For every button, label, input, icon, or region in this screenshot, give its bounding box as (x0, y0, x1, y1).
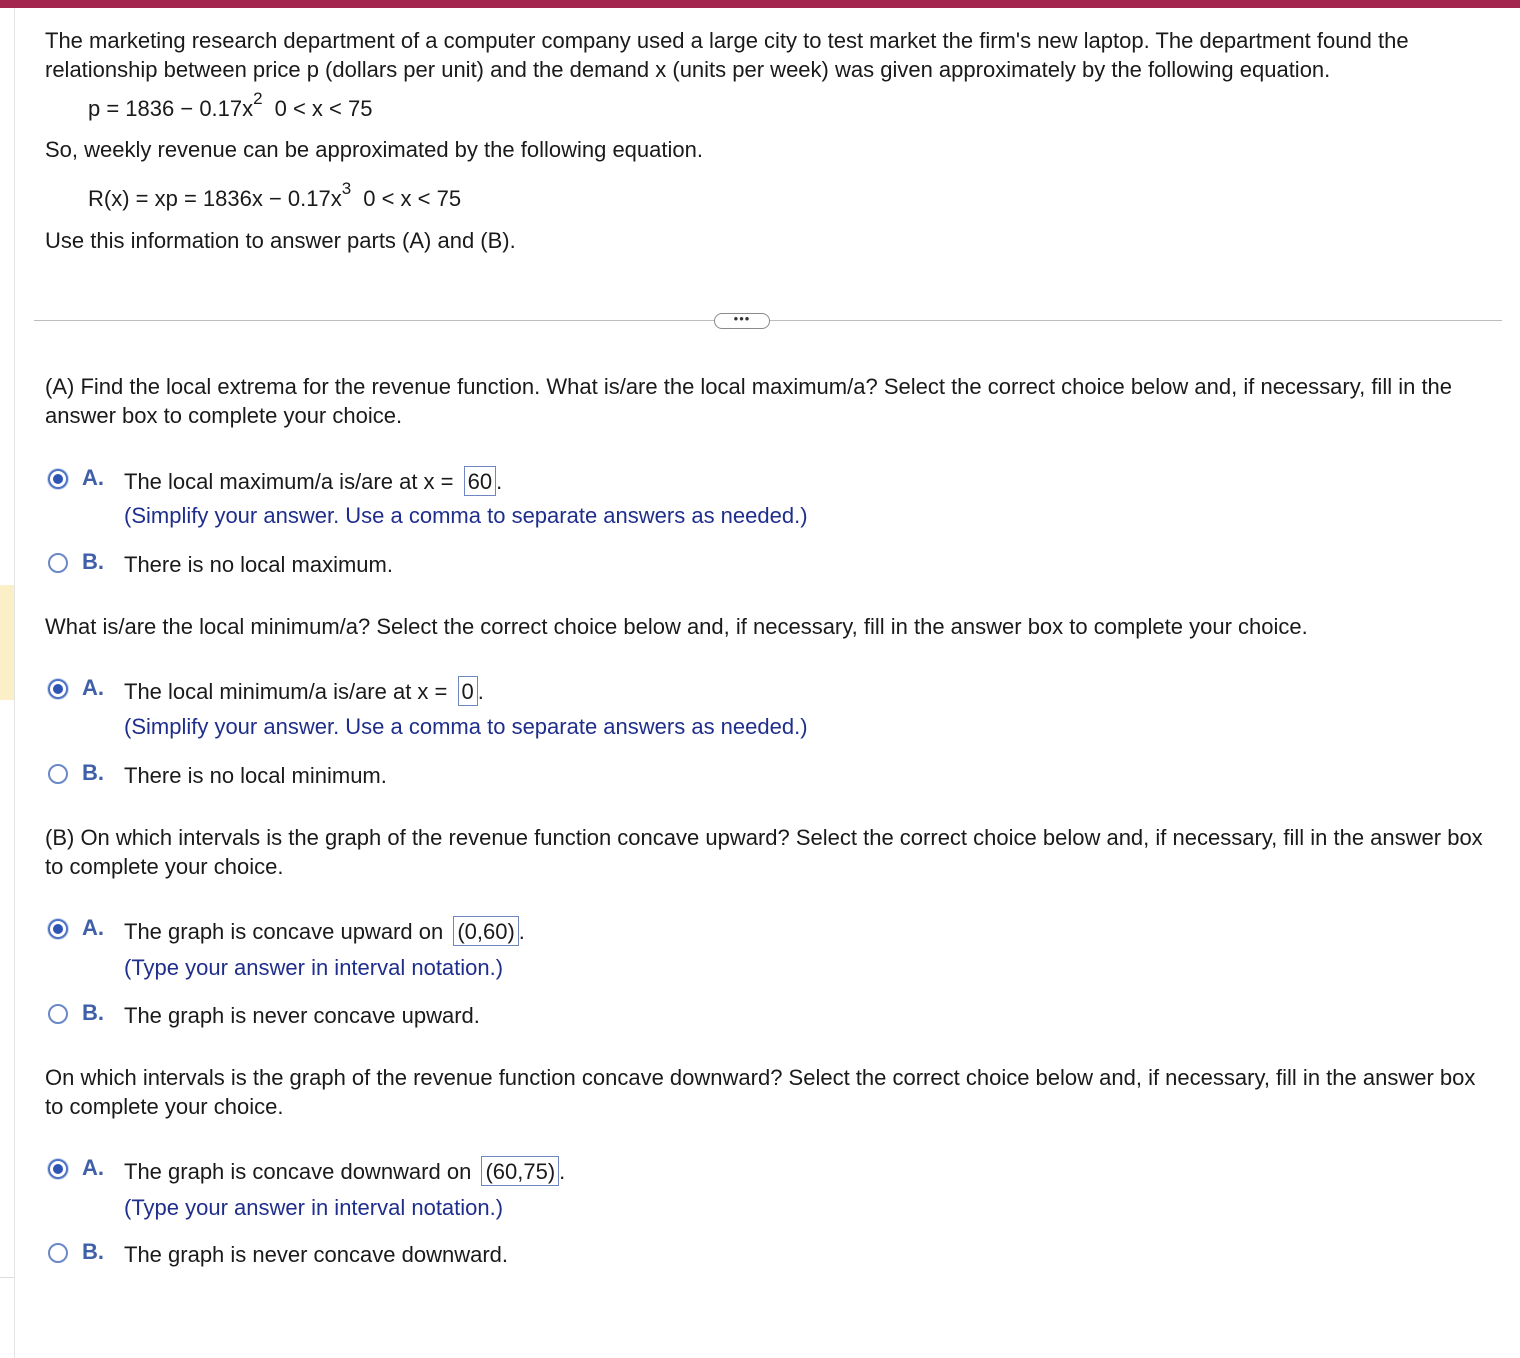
choice-text (124, 1158, 565, 1188)
revenue-equation-main: R(x) = xp = 1836x − 0.17x (88, 186, 342, 211)
radio-button[interactable] (48, 1243, 68, 1263)
price-equation (45, 88, 1490, 123)
choice-text: The graph is never concave downward. (124, 1242, 508, 1267)
revenue-equation (45, 178, 1490, 213)
local-min-hint: (Simplify your answer. Use a comma to separate answers as needed.) (124, 714, 808, 739)
radio-button-selected[interactable] (48, 919, 68, 939)
choice-suffix: . (559, 1158, 566, 1184)
problem-statement (45, 26, 1490, 255)
top-accent-bar (0, 0, 1520, 8)
choice-text: There is no local minimum. (124, 763, 387, 788)
radio-button[interactable] (48, 1004, 68, 1024)
choice-label: The local maximum/a is/are at x = (124, 468, 460, 494)
local-max-hint: (Simplify your answer. Use a comma to separate answers as needed.) (124, 503, 808, 528)
choice-letter: B. (82, 760, 104, 785)
choice-text (124, 468, 502, 498)
price-equation-main: p = 1836 − 0.17x (88, 96, 254, 121)
concave-up-hint: (Type your answer in interval notation.) (124, 955, 504, 980)
price-equation-domain: 0 < x < 75 (274, 96, 373, 121)
concave-up-answer-box[interactable]: (0,60) (453, 916, 518, 946)
revenue-equation-exponent: 3 (341, 178, 352, 198)
local-max-question: (A) Find the local extrema for the revenue function. What is/are the local maximum/a? Select the correct choice below and, if necessary, fill in the answer box to complete your choice. (45, 374, 1453, 428)
choice-label: The graph is concave downward on (124, 1158, 478, 1184)
expand-toggle-button[interactable] (714, 310, 770, 329)
choice-suffix: . (518, 918, 525, 944)
choice-text: There is no local maximum. (124, 552, 393, 577)
left-divider-tick (0, 1277, 14, 1278)
choice-letter: B. (82, 549, 104, 574)
radio-button-selected[interactable] (48, 469, 68, 489)
radio-button-selected[interactable] (48, 679, 68, 699)
local-min-question: What is/are the local minimum/a? Select the correct choice below and, if necessary, fill in the answer box to complete your choice. (45, 614, 1308, 639)
concave-up-question: (B) On which intervals is the graph of the revenue function concave upward? Select the correct choice below and, if necessary, fill in the answer box to complete your choice. (45, 825, 1483, 879)
local-min-answer-box[interactable]: 0 (458, 676, 478, 706)
choice-letter: A. (82, 465, 104, 490)
choice-letter: A. (82, 675, 104, 700)
choice-label: The local minimum/a is/are at x = (124, 678, 454, 704)
price-equation-exponent: 2 (253, 88, 263, 108)
concave-down-answer-box[interactable]: (60,75) (481, 1156, 559, 1186)
left-border (14, 8, 15, 1358)
choice-suffix: . (496, 468, 503, 494)
concave-down-hint: (Type your answer in interval notation.) (124, 1195, 504, 1220)
choice-label: The graph is concave upward on (124, 918, 450, 944)
intro-paragraph: The marketing research department of a computer company used a large city to test market the firm's new laptop. The department found the relationship between price p (dollars per unit) and the demand x (units per week) was given approximately by the following equation. (45, 28, 1409, 82)
local-max-answer-box[interactable]: 60 (464, 466, 496, 496)
choice-suffix: . (477, 678, 484, 704)
revenue-intro: So, weekly revenue can be approximated by the following equation. (45, 137, 703, 162)
radio-button[interactable] (48, 764, 68, 784)
choice-text (124, 918, 525, 948)
choice-letter: A. (82, 915, 104, 940)
revenue-equation-domain: 0 < x < 75 (363, 186, 462, 211)
use-info-text: Use this information to answer parts (A) and (B). (45, 228, 516, 253)
radio-button[interactable] (48, 553, 68, 573)
choice-text: The graph is never concave upward. (124, 1003, 480, 1028)
choice-letter: A. (82, 1155, 104, 1180)
radio-button-selected[interactable] (48, 1159, 68, 1179)
choice-letter: B. (82, 1239, 104, 1264)
choice-text (124, 678, 484, 708)
ellipsis-icon: ••• (733, 310, 751, 326)
concave-down-question: On which intervals is the graph of the revenue function concave downward? Select the correct choice below and, if necessary, fill in the answer box to complete your choice. (45, 1065, 1476, 1119)
current-question-marker (0, 585, 14, 700)
choice-letter: B. (82, 1000, 104, 1025)
